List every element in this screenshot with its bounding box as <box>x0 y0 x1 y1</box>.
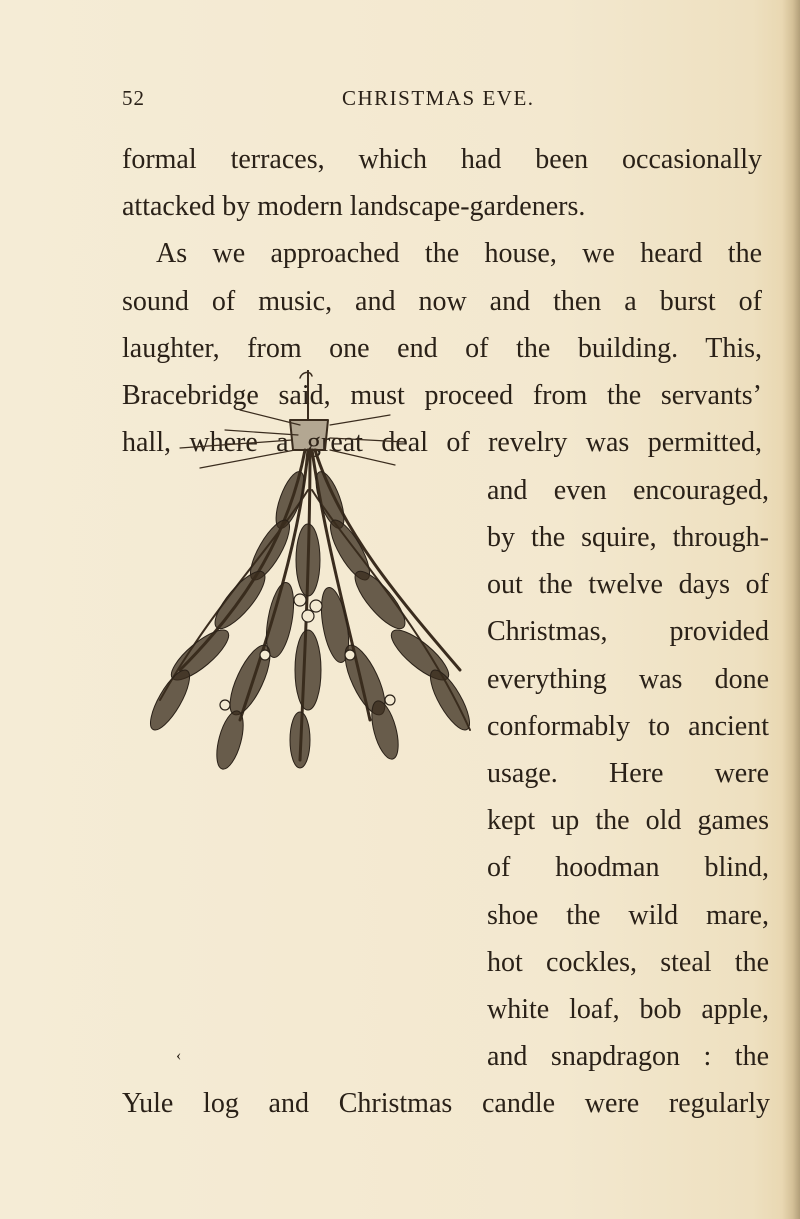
page-header <box>122 86 762 116</box>
text-line: sound of music, and now and then a burst of <box>122 286 762 317</box>
text-line: usage. Here were <box>487 758 769 789</box>
text-line: As we approached the house, we heard the <box>156 238 762 269</box>
stray-mark: ‹ <box>176 1047 182 1064</box>
text-line: white loaf, bob apple, <box>487 994 769 1025</box>
page-edge-shadow <box>782 0 800 1219</box>
text-line: formal terraces, which had been occasionally <box>122 144 762 175</box>
running-head: CHRISTMAS EVE. <box>342 86 535 110</box>
text-line: attacked by modern landscape-gardeners. <box>122 191 586 222</box>
text-line: Bracebridge said, must proceed from the servants’ <box>122 380 762 411</box>
text-line: laughter, from one end of the building. This, <box>122 333 762 364</box>
text-line: and even encouraged, <box>487 475 769 506</box>
text-line: Christmas, provided <box>487 616 769 647</box>
text-line: shoe the wild mare, <box>487 900 769 931</box>
text-line: by the squire, through- <box>487 522 769 553</box>
mistletoe-bunch-icon <box>140 370 480 775</box>
text-line: Yule log and Christmas candle were regularly <box>122 1088 770 1119</box>
text-line: kept up the old games <box>487 805 769 836</box>
text-line: out the twelve days of <box>487 569 769 600</box>
text-line: hall, where a great deal of revelry was permitted, <box>122 427 762 458</box>
text-line: everything was done <box>487 664 769 695</box>
text-line: hot cockles, steal the <box>487 947 769 978</box>
page-number: 52 <box>122 86 145 110</box>
text-line: conformably to ancient <box>487 711 769 742</box>
text-line: of hoodman blind, <box>487 852 769 883</box>
text-line: and snapdragon : the <box>487 1041 769 1072</box>
